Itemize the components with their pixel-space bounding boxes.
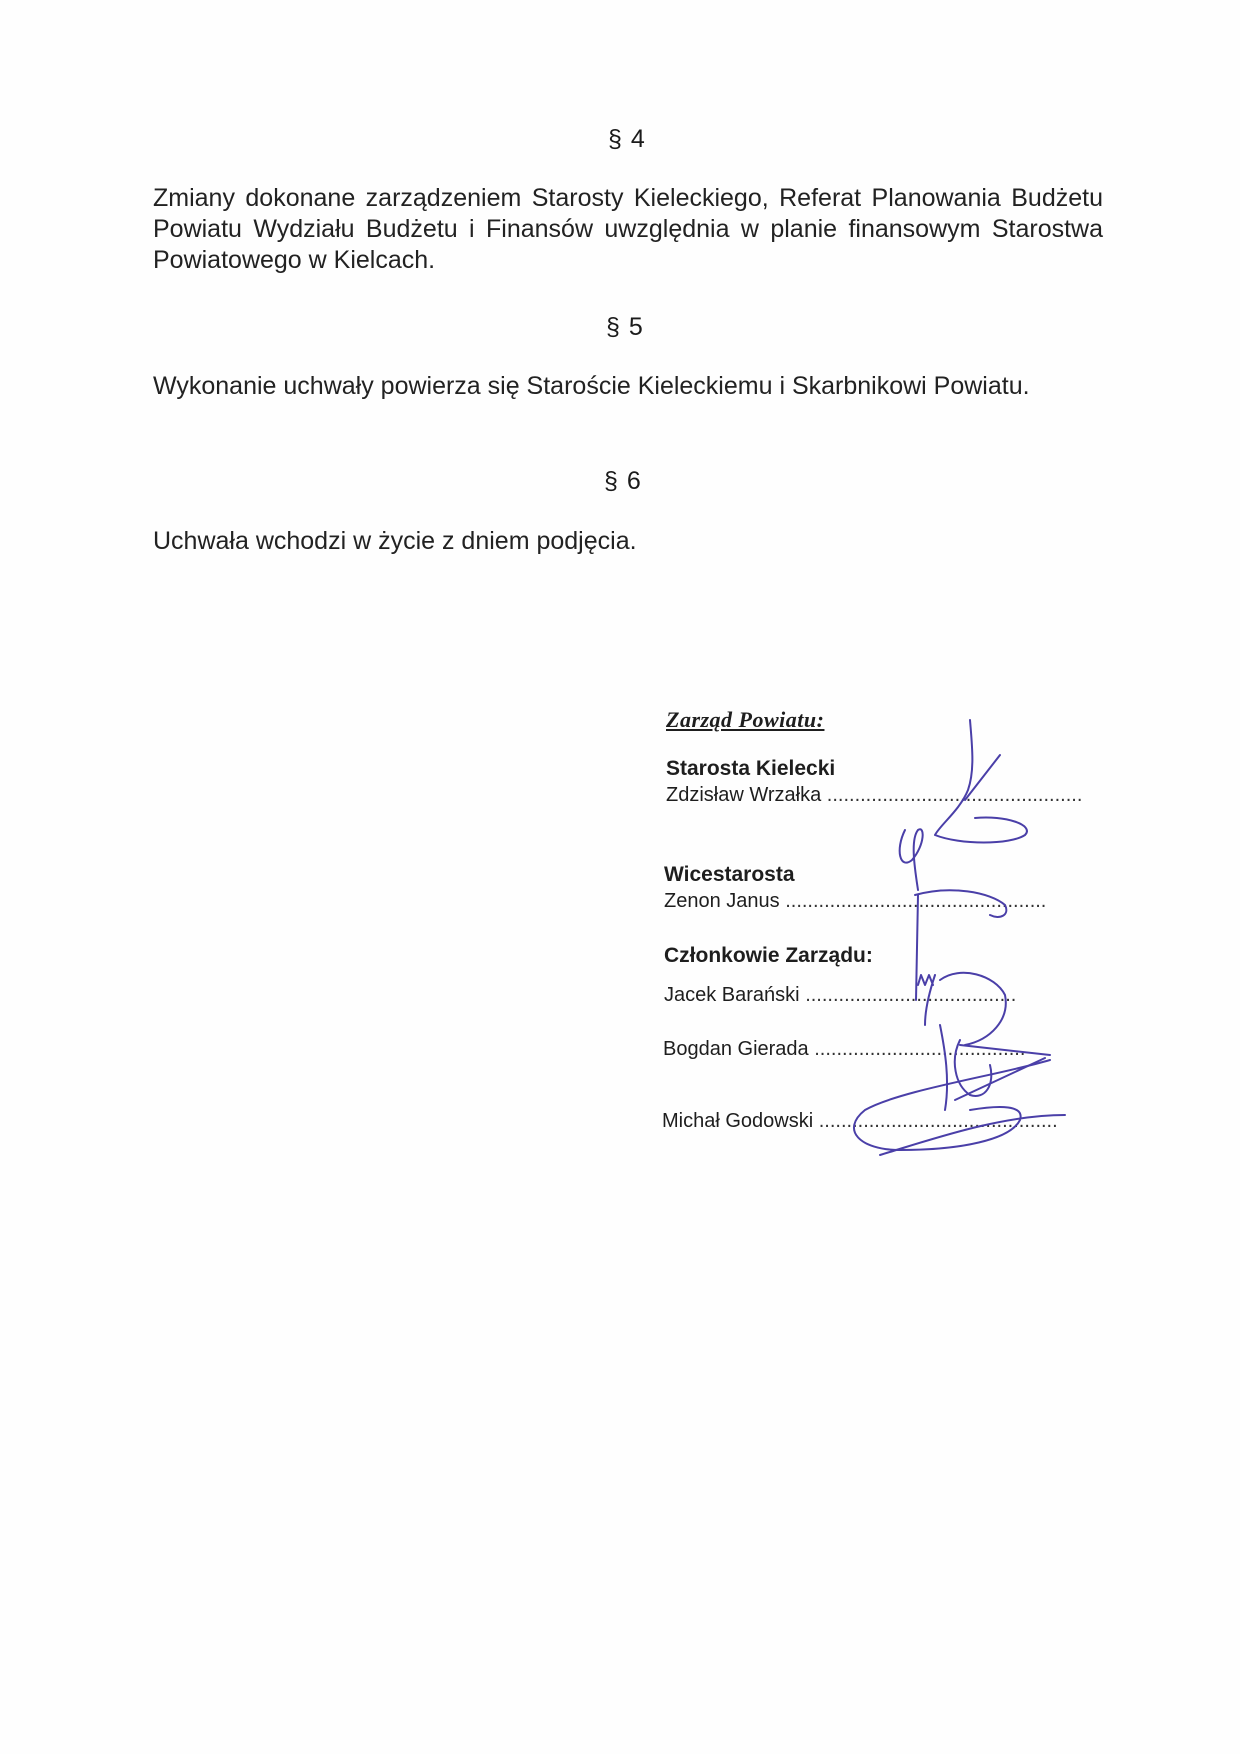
starosta-dots: .............................................. bbox=[826, 784, 1083, 806]
signature-member-3 bbox=[854, 1060, 1065, 1155]
wicestarosta-line bbox=[664, 890, 1046, 913]
board-title: Zarząd Powiatu: bbox=[666, 707, 825, 732]
members-role: Członkowie Zarządu: bbox=[664, 944, 873, 967]
starosta-role: Starosta Kielecki bbox=[666, 757, 836, 780]
wicestarosta-name: Zenon Janus bbox=[664, 890, 780, 912]
section-4-text: Zmiany dokonane zarządzeniem Starosty Kieleckiego, Referat Planowania Budżetu Powiatu Wydziału Budżetu i Finansów uwzględnia w planie finansowym Starostwa Powiatowego w Kielcach. bbox=[153, 184, 1103, 274]
member-2-line bbox=[663, 1038, 1025, 1061]
wicestarosta-dots: ............................................... bbox=[785, 890, 1047, 912]
section-6-text: Uchwała wchodzi w życie z dniem podjęcia. bbox=[153, 527, 637, 555]
member-3-dots: ........................................... bbox=[818, 1110, 1058, 1132]
section-5-text: Wykonanie uchwały powierza się Staroście Kieleckiemu i Skarbnikowi Powiatu. bbox=[153, 372, 1030, 400]
wicestarosta-role: Wicestarosta bbox=[664, 863, 795, 886]
starosta-line bbox=[666, 784, 1082, 807]
member-2-dots: ...................................... bbox=[814, 1038, 1026, 1060]
section-4-heading: § 4 bbox=[608, 125, 646, 153]
signature-starosta bbox=[935, 720, 1027, 843]
member-1-line bbox=[664, 984, 1016, 1007]
member-1-name: Jacek Barański bbox=[664, 984, 800, 1006]
member-3-name: Michał Godowski bbox=[662, 1110, 814, 1132]
member-2-name: Bogdan Gierada bbox=[663, 1038, 809, 1060]
section-6-heading: § 6 bbox=[604, 467, 642, 495]
signature-wicestarosta bbox=[900, 829, 1007, 1000]
section-5-heading: § 5 bbox=[606, 313, 644, 341]
member-1-dots: ...................................... bbox=[805, 984, 1017, 1006]
member-3-line bbox=[662, 1110, 1058, 1133]
starosta-name: Zdzisław Wrzałka bbox=[666, 784, 822, 806]
